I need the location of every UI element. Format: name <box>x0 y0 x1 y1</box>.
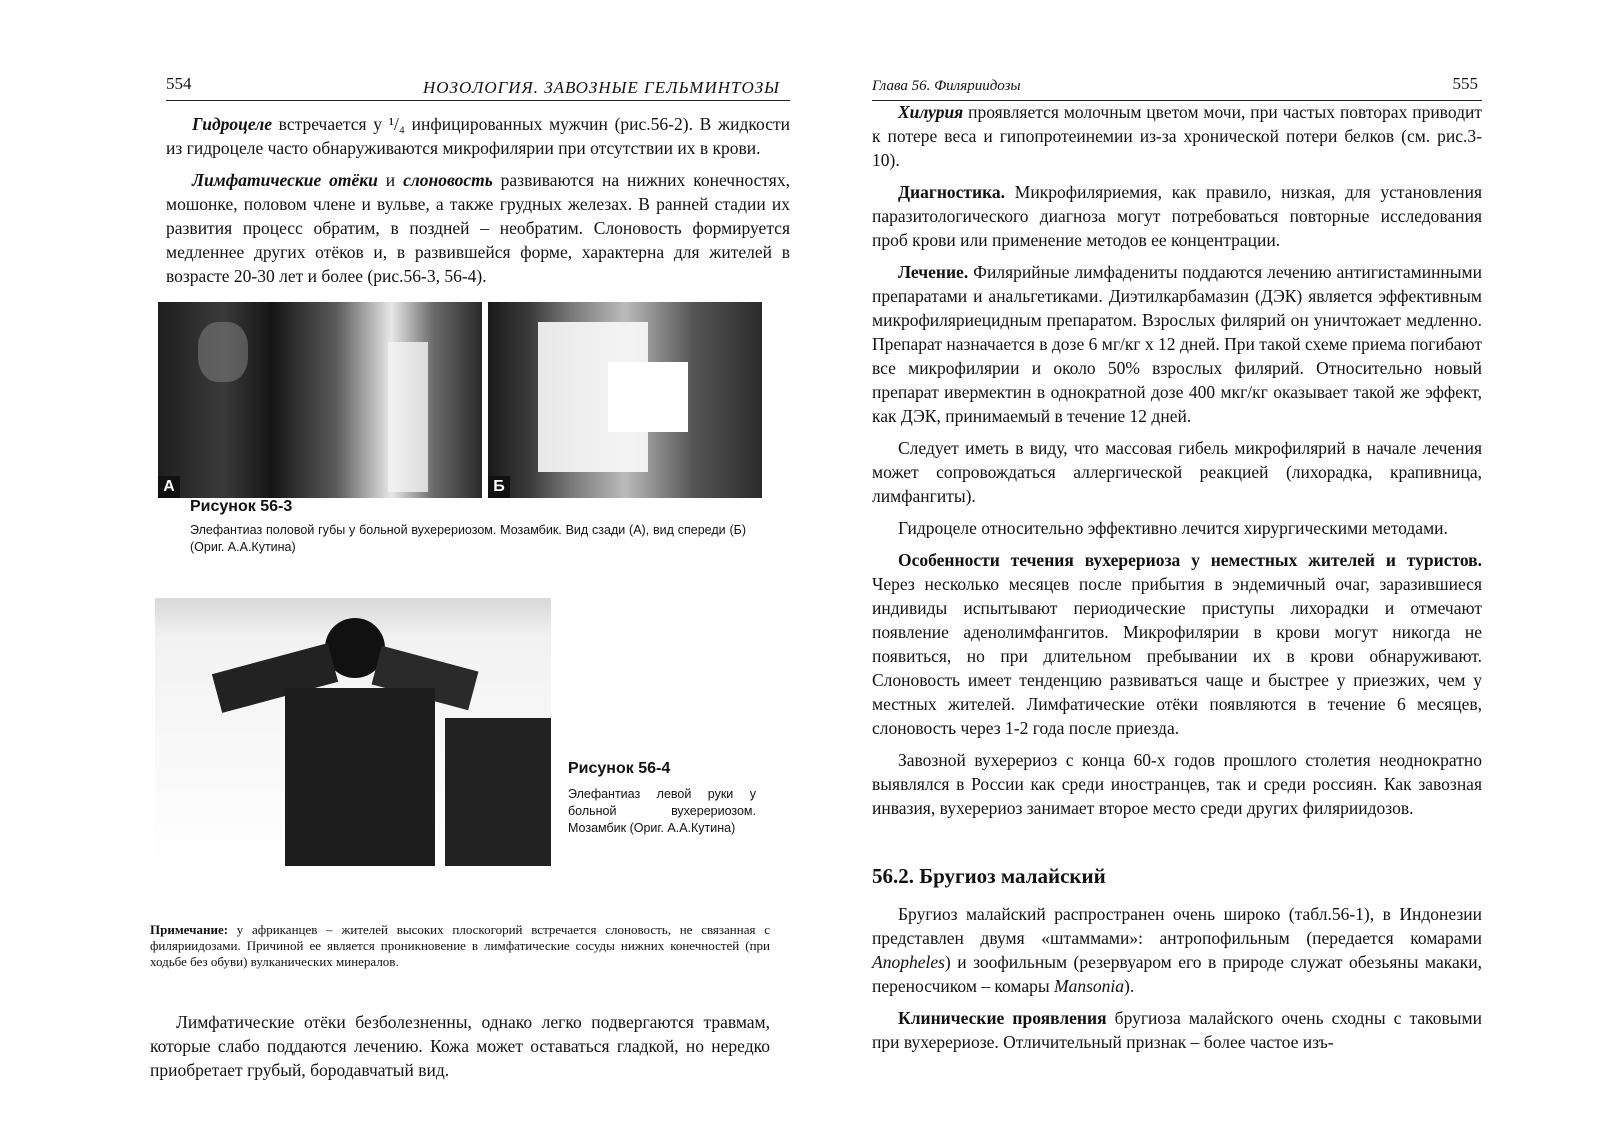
figure-56-4-caption: Элефантиаз левой руки у больной вухерериозом. Мозамбик (Ориг. А.А.Кутина) <box>568 787 756 835</box>
figure-label-a: А <box>158 476 180 498</box>
note <box>150 922 770 970</box>
paragraph-imported: Завозной вухерериоз с конца 60-х годов прошлого столетия неоднократно выявлялся в России как среди иностранцев, так и среди россиян. Как завозная инвазия, вухерериоз занимает второе место среди других филяриидозов. <box>872 750 1482 818</box>
left-page-header <box>166 70 790 101</box>
left-page-number: 554 <box>166 74 192 93</box>
paragraph-treatment: Лечение. Филярийные лимфадениты поддаются лечению антигистаминными препаратами и анальгетиками. Диэтилкарбамазин (ДЭК) является эффективным микрофиляриецидным препаратом. Взрослых филярий он уничтожает медленно. Препарат назначается в дозе 6 мг/кг х 12 дней. При такой схеме приема погибают все микрофилярии и около 50% взрослых филярий. Относительно новый препарат ивермектин в однократной дозе 400 мкг/кг оказывает такой же эффект, как ДЭК, принимаемый в течение 12 дней. <box>872 262 1482 426</box>
paragraph-hydrocele: Гидроцеле встречается у ¹/₄ инфицированных мужчин (рис.56-2). В жидкости из гидроцеле часто обнаруживаются микрофилярии при отсутствии их в крови. <box>166 114 790 158</box>
paragraph-chyluria: Хилурия проявляется молочным цветом мочи, при частых повторах приводит к потере веса и гипопротеинемии из-за хронической потери белков (см. рис.3-10). <box>872 102 1482 170</box>
figure-56-3-photo-b <box>488 302 762 498</box>
note-text: у африканцев – жителей высоких плоскогорий встречается слоновость, не связанная с филяриидозами. Причиной ее является проникновение в лимфатические сосуды нижних конечностей (при ходьбе без обуви) вулканических минералов. <box>150 922 770 969</box>
paragraph-lymphedema-painless: Лимфатические отёки безболезненны, однако легко подвергаются травмам, которые слабо поддаются лечению. Кожа может оставаться гладкой, но нередко приобретает грубый, бородавчатый вид. <box>150 1012 770 1080</box>
paragraph-diagnostics: Диагностика. Микрофиляриемия, как правило, низкая, для установления паразитологического диагноза могут потребоваться повторные исследования проб крови или применение методов ее концентрации. <box>872 182 1482 250</box>
figure-label-b: Б <box>488 476 510 498</box>
figure-56-4-photo <box>155 598 551 866</box>
paragraph-clinical: Клинические проявления бругиоза малайского очень сходны с таковыми при вухерериозе. Отличительный признак – более частое изъ- <box>872 1008 1482 1052</box>
left-top-text <box>166 112 790 296</box>
paragraph-hydrocele-surgery: Гидроцеле относительно эффективно лечится хирургическими методами. <box>898 518 1448 538</box>
right-page-number: 555 <box>1452 74 1478 93</box>
left-running-head: НОЗОЛОГИЯ. ЗАВОЗНЫЕ ГЕЛЬМИНТОЗЫ <box>423 78 780 97</box>
figure-56-4-title: Рисунок 56-4 <box>568 760 671 777</box>
paragraph-tourists: Особенности течения вухерериоза у неместных жителей и туристов. Через несколько месяцев после прибытия в эндемичный очаг, заразившиеся индивиды испытывают периодические приступы лихорадки и отмечают появление аденолимфангитов. Микрофилярии в крови могут никогда не появиться, но при длительном пребывании их в крови обнаруживают. Слоновость имеет тенденцию развиваться чаще и быстрее у приезжих, чем у местных жителей. Лимфатические отёки появляются в течение 6 месяцев, слоновость через 1-2 года после приезда. <box>872 550 1482 738</box>
right-text <box>872 100 1482 828</box>
section-title: 56.2. Бругиоз малайский <box>872 864 1106 888</box>
figure-56-3-title: Рисунок 56-3 <box>190 498 293 515</box>
paragraph-allergic-reaction: Следует иметь в виду, что массовая гибель микрофилярий в начале лечения может сопровождаться аллергической реакцией (лихорадка, крапивница, лимфангиты). <box>872 438 1482 506</box>
right-page-header <box>872 70 1482 101</box>
figure-56-3-caption: Элефантиаз половой губы у больной вухерериозом. Мозамбик. Вид сзади (А), вид спереди (Б) (Ориг. А.А.Кутина) <box>190 523 746 554</box>
right-bottom-text <box>872 902 1482 1062</box>
paragraph-brugia-spread: Бругиоз малайский распространен очень широко (табл.56-1), в Индонезии представлен двумя «штаммами»: антропофильным (передается комарами Anopheles) и зоофильным (резервуаром его в природе служат обезьяны макаки, переносчиком – комары Mansonia). <box>872 904 1482 996</box>
note-label: Примечание: <box>150 922 229 937</box>
figure-56-3-photo-a <box>158 302 482 498</box>
right-running-head: Глава 56. Филяриидозы <box>872 78 1021 94</box>
left-bottom-text <box>150 1010 770 1090</box>
paragraph-lymphedema: Лимфатические отёки и слоновость развиваются на нижних конечностях, мошонке, половом члене и вульве, а также грудных железах. В ранней стадии их развития процесс обратим, в поздней – необратим. Слоновость формируется медленнее других отёков и, в развившейся форме, характерна для жителей в возрасте 20-30 лет и более (рис.56-3, 56-4). <box>166 170 790 286</box>
